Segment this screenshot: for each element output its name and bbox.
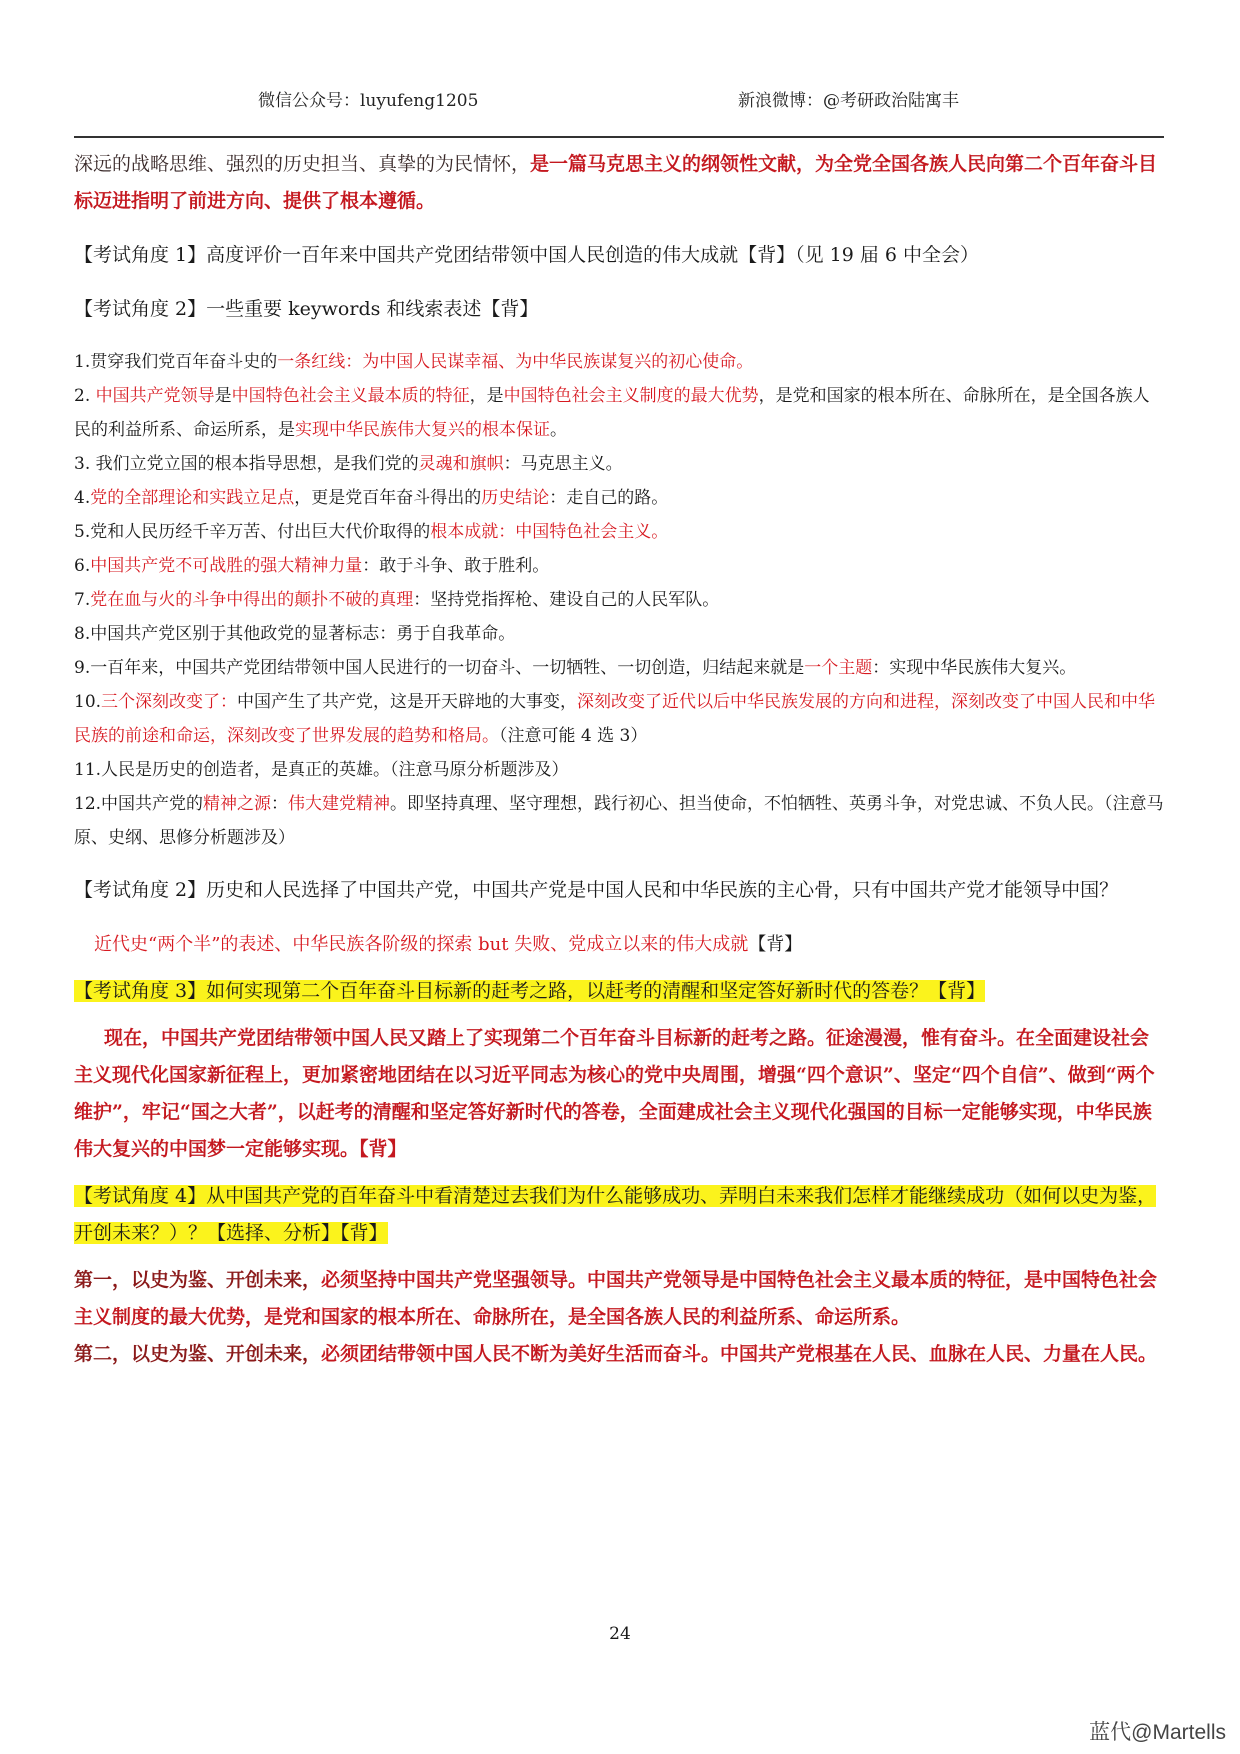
angle-3-answer: 现在，中国共产党团结带领中国人民又踏上了实现第二个百年奋斗目标新的赶考之路。征途漫漫，惟有奋斗。在全面建设社会主义现代化国家新征程上，更加紧密地团结在以习近平同志为核心的党中央周围，增强“四个意识”、坚定“四个自信”、做到“两个维护”，牢记“国之大者”，以赶考的清醒和坚定答好新时代的答卷，全面建成社会主义现代化强国的目标一定能够实现，中华民族伟大复兴的中国梦一定能够实现。【背】: [74, 1027, 1155, 1160]
list-item: 10.三个深刻改变了：中国产生了共产党，这是开天辟地的大事变，深刻改变了近代以后中华民族发展的方向和进程，深刻改变了中国人民和中华民族的前途和命运，深刻改变了世界发展的趋势和格局。（注意可能 4 选 3）: [74, 692, 1156, 746]
exam-angle-2: 【考试角度 2】一些重要 keywords 和线索表述【背】: [74, 298, 539, 320]
list-item: 9.一百年来，中国共产党团结带领中国人民进行的一切奋斗、一切牺牲、一切创造，归结起来就是一个主题：实现中华民族伟大复兴。: [74, 658, 1077, 678]
list-item: 6.中国共产党不可战胜的强大精神力量：敢于斗争、敢于胜利。: [74, 556, 550, 576]
exam-angle-3: 【考试角度 3】如何实现第二个百年奋斗目标新的赶考之路，以赶考的清醒和坚定答好新时代的答卷？【背】: [74, 980, 986, 1002]
list-item: 8.中国共产党区别于其他政党的显著标志：勇于自我革命。: [74, 624, 516, 644]
list-item: 2. 中国共产党领导是中国特色社会主义最本质的特征，是中国特色社会主义制度的最大优势，是党和国家的根本所在、命脉所在，是全国各族人民的利益所系、命运所系，是实现中华民族伟大复兴的根本保证。: [74, 386, 1150, 440]
watermark: 蓝代@Martells: [1089, 1721, 1226, 1744]
header-wechat: 微信公众号：luyufeng1205: [258, 91, 479, 111]
header-divider: [74, 136, 1164, 138]
list-item: 1.贯穿我们党百年奋斗史的一条红线：为中国人民谋幸福、为中华民族谋复兴的初心使命。: [74, 352, 754, 372]
list-item: 3. 我们立党立国的根本指导思想，是我们党的灵魂和旗帜：马克思主义。: [74, 454, 623, 474]
list-item: 7.党在血与火的斗争中得出的颠扑不破的真理：坚持党指挥枪、建设自己的人民军队。: [74, 590, 720, 610]
exam-angle-2b: 【考试角度 2】历史和人民选择了中国共产党，中国共产党是中国人民和中华民族的主心骨，只有中国共产党才能领导中国？: [74, 879, 1119, 901]
modern-history-line: 近代史“两个半”的表述、中华民族各阶级的探索 but 失败、党成立以来的伟大成就【背】: [94, 934, 803, 955]
list-item: 4.党的全部理论和实践立足点，更是党百年奋斗得出的历史结论：走自己的路。: [74, 488, 669, 508]
exam-angle-1: 【考试角度 1】高度评价一百年来中国共产党团结带领中国人民创造的伟大成就【背】（见 19 届 6 中全会）: [74, 244, 980, 266]
list-item: 5.党和人民历经千辛万苦、付出巨大代价取得的根本成就：中国特色社会主义。: [74, 522, 669, 542]
page-number: 24: [609, 1624, 631, 1644]
answer-second: 第二，以史为鉴、开创未来，必须团结带领中国人民不断为美好生活而奋斗。中国共产党根基在人民、血脉在人民、力量在人民。: [74, 1343, 1158, 1365]
intro-red: 是一篇马克思主义的纲领性文献，为全党全国各族人民向第二个百年奋斗目标迈进指明了前进方向、提供了根本遵循。: [74, 153, 1158, 212]
header-weibo: 新浪微博：@考研政治陆寓丰: [738, 91, 959, 111]
keywords-list: [74, 345, 1164, 855]
list-item: 11.人民是历史的创造者，是真正的英雄。（注意马原分析题涉及）: [74, 760, 569, 780]
answer-first: 第一，以史为鉴、开创未来，必须坚持中国共产党坚强领导。中国共产党领导是中国特色社会主义最本质的特征，是中国特色社会主义制度的最大优势，是党和国家的根本所在、命脉所在，是全国各族人民的利益所系、命运所系。: [74, 1269, 1158, 1328]
exam-angle-4: 【考试角度 4】从中国共产党的百年奋斗中看清楚过去我们为什么能够成功、弄明白未来我们怎样才能继续成功（如何以史为鉴，开创未来？）？【选择、分析】【背】: [74, 1185, 1157, 1244]
intro-dark: 深远的战略思维、强烈的历史担当、真挚的为民情怀，: [74, 153, 531, 175]
page-body: [74, 146, 1164, 1373]
list-item: 12.中国共产党的精神之源：伟大建党精神。即坚持真理、坚守理想，践行初心、担当使命，不怕牺牲、英勇斗争，对党忠诚、不负人民。（注意马原、史纲、思修分析题涉及）: [74, 794, 1164, 848]
intro-paragraph: [74, 146, 1164, 220]
